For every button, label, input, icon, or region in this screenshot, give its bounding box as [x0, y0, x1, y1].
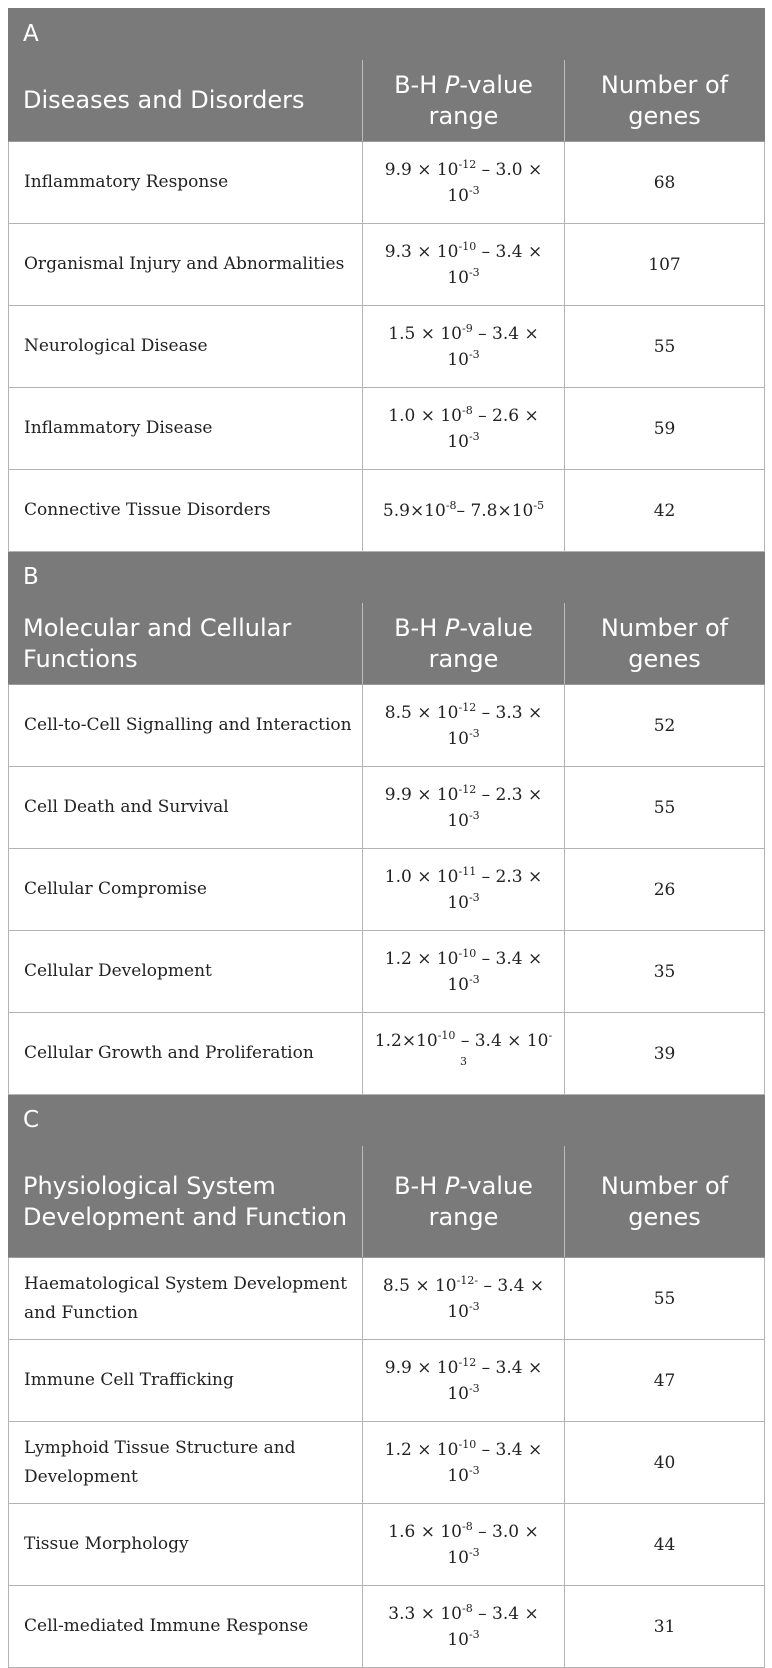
- row-name: Cellular Compromise: [9, 849, 363, 931]
- table-row: [9, 1422, 765, 1504]
- row-name: Connective Tissue Disorders: [9, 470, 363, 552]
- row-pvalue: $3.3 \times 10^{-8} - 3.4 \times 10^{-3}$: [363, 1586, 565, 1668]
- row-genes: 35: [565, 931, 765, 1013]
- section-b-header-row: [9, 603, 765, 685]
- table-body: [9, 9, 765, 1668]
- row-name: Cell-mediated Immune Response: [9, 1586, 363, 1668]
- row-pvalue: $1.0 \times 10^{-11} - 2.3 \times 10^{-3}$: [363, 849, 565, 931]
- row-name: Lymphoid Tissue Structure and Development: [9, 1422, 363, 1504]
- column-header-pvalue: B-H P-value range: [363, 1146, 565, 1258]
- section-a-header-row: [9, 60, 765, 142]
- row-pvalue: $1.0 \times 10^{-8} - 2.6 \times 10^{-3}$: [363, 388, 565, 470]
- row-genes: 31: [565, 1586, 765, 1668]
- row-genes: 39: [565, 1013, 765, 1095]
- section-a-label-row: [9, 9, 765, 60]
- row-pvalue: $1.6 \times 10^{-8} - 3.0 \times 10^{-3}$: [363, 1504, 565, 1586]
- column-header-pvalue: B-H P-value range: [363, 603, 565, 685]
- row-name: Cellular Growth and Proliferation: [9, 1013, 363, 1095]
- row-name: Tissue Morphology: [9, 1504, 363, 1586]
- row-genes: 52: [565, 685, 765, 767]
- row-pvalue: $5.9\times 10^{-8}-$ $7.8\times 10^{-5}$: [363, 470, 565, 552]
- row-pvalue: $8.5 \times 10^{-12-} - 3.4 \times 10^{-3}$: [363, 1258, 565, 1340]
- row-pvalue: $9.9 \times 10^{-12} - 2.3 \times 10^{-3}$: [363, 767, 565, 849]
- column-header-category: Molecular and Cellular Functions: [9, 603, 363, 685]
- row-name: Cell Death and Survival: [9, 767, 363, 849]
- table-row: [9, 470, 765, 552]
- row-name: Cell-to-Cell Signalling and Interaction: [9, 685, 363, 767]
- table-row: [9, 767, 765, 849]
- section-label: B: [9, 552, 765, 603]
- table-row: [9, 142, 765, 224]
- table-row: [9, 1013, 765, 1095]
- row-genes: 55: [565, 1258, 765, 1340]
- row-pvalue: $1.5 \times 10^{-9} - 3.4 \times 10^{-3}$: [363, 306, 565, 388]
- row-genes: 44: [565, 1504, 765, 1586]
- row-pvalue: $9.9 \times 10^{-12} - 3.0 \times 10^{-3}$: [363, 142, 565, 224]
- row-name: Organismal Injury and Abnormalities: [9, 224, 363, 306]
- row-name: Neurological Disease: [9, 306, 363, 388]
- column-header-genes: Number of genes: [565, 60, 765, 142]
- column-header-genes: Number of genes: [565, 1146, 765, 1258]
- row-pvalue: $1.2\times 10^{-10} - 3.4 \times 10^{-3}$: [363, 1013, 565, 1095]
- pathway-table: [8, 8, 765, 1668]
- table-row: [9, 685, 765, 767]
- pathway-table-container: [8, 8, 764, 1668]
- section-c-label-row: [9, 1095, 765, 1146]
- table-row: [9, 1586, 765, 1668]
- row-pvalue: $9.3 \times 10^{-10} - 3.4 \times 10^{-3}$: [363, 224, 565, 306]
- row-name: Haematological System Development and Function: [9, 1258, 363, 1340]
- row-genes: 59: [565, 388, 765, 470]
- row-name: Immune Cell Trafficking: [9, 1340, 363, 1422]
- column-header-category: Physiological System Development and Function: [9, 1146, 363, 1258]
- row-genes: 68: [565, 142, 765, 224]
- table-row: [9, 1340, 765, 1422]
- column-header-pvalue: B-H P-value range: [363, 60, 565, 142]
- section-label: C: [9, 1095, 765, 1146]
- row-genes: 55: [565, 306, 765, 388]
- row-genes: 47: [565, 1340, 765, 1422]
- row-genes: 42: [565, 470, 765, 552]
- row-pvalue: $1.2 \times 10^{-10} - 3.4 \times 10^{-3}$: [363, 931, 565, 1013]
- row-pvalue: $1.2 \times 10^{-10} - 3.4 \times 10^{-3}$: [363, 1422, 565, 1504]
- table-row: [9, 849, 765, 931]
- row-pvalue: $8.5 \times 10^{-12} - 3.3 \times 10^{-3}$: [363, 685, 565, 767]
- table-row: [9, 1504, 765, 1586]
- table-row: [9, 306, 765, 388]
- column-header-genes: Number of genes: [565, 603, 765, 685]
- row-genes: 107: [565, 224, 765, 306]
- row-pvalue: $9.9 \times 10^{-12} - 3.4 \times 10^{-3}$: [363, 1340, 565, 1422]
- row-genes: 55: [565, 767, 765, 849]
- row-name: Inflammatory Disease: [9, 388, 363, 470]
- row-name: Inflammatory Response: [9, 142, 363, 224]
- column-header-category: Diseases and Disorders: [9, 60, 363, 142]
- section-label: A: [9, 9, 765, 60]
- row-genes: 40: [565, 1422, 765, 1504]
- table-row: [9, 1258, 765, 1340]
- row-name: Cellular Development: [9, 931, 363, 1013]
- section-b-label-row: [9, 552, 765, 603]
- section-c-header-row: [9, 1146, 765, 1258]
- row-genes: 26: [565, 849, 765, 931]
- table-row: [9, 388, 765, 470]
- table-row: [9, 224, 765, 306]
- table-row: [9, 931, 765, 1013]
